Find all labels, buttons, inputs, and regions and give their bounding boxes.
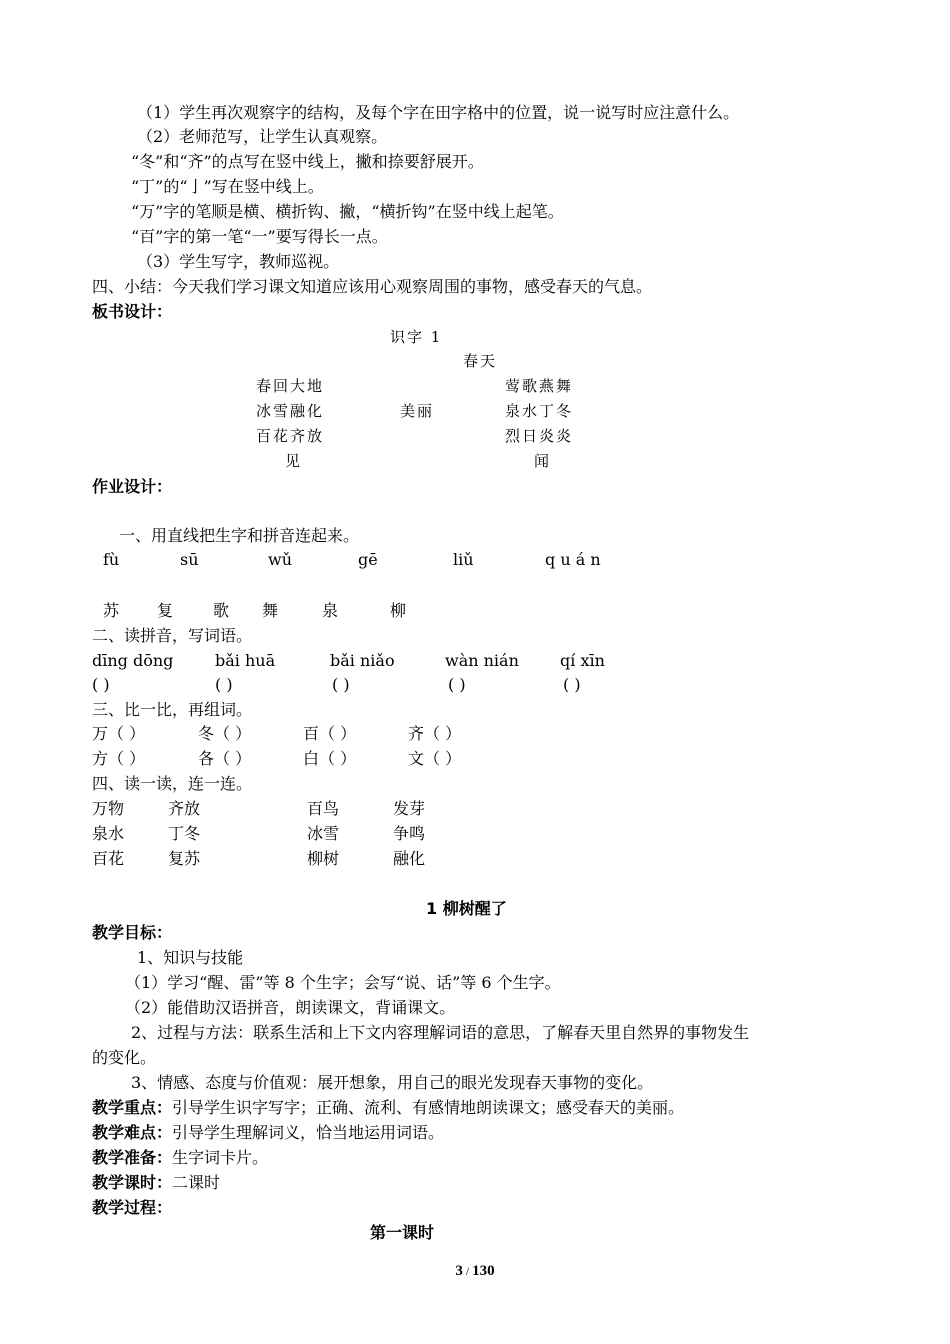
pinyin-word: dīng dōng xyxy=(92,651,174,670)
char-item: 苏 xyxy=(103,601,120,620)
instruction-line: “百”字的第一笔“一”要写得长一点。 xyxy=(131,227,388,246)
char-item: 复 xyxy=(157,601,174,620)
preparation-label: 教学准备： xyxy=(92,1148,173,1167)
question-1: 一、用直线把生字和拼音连起来。 xyxy=(119,526,360,545)
match-word: 万物 xyxy=(92,799,125,818)
match-word: 丁冬 xyxy=(168,824,201,843)
match-word: 柳树 xyxy=(307,849,340,868)
key-points xyxy=(92,1097,684,1119)
total-pages: 130 xyxy=(472,1263,495,1279)
goal-line: （2）能借助汉语拼音，朗读课文，背诵课文。 xyxy=(125,998,456,1017)
match-word: 复苏 xyxy=(168,849,201,868)
page-separator: / xyxy=(462,1264,473,1278)
goals-label: 教学目标： xyxy=(92,923,173,942)
goal-line: 2、过程与方法：联系生活和上下文内容理解词语的意思，了解春天里自然界的事物发生 xyxy=(131,1023,750,1042)
answer-blank: ( ) xyxy=(448,675,466,694)
question-4: 四、读一读，连一连。 xyxy=(92,774,253,793)
board-heading: 板书设计： xyxy=(92,302,173,321)
board-title: 识字 1 xyxy=(390,328,443,346)
goal-line: 1、知识与技能 xyxy=(137,948,244,967)
pinyin-item: q u á n xyxy=(545,550,601,569)
pinyin-word: bǎi niǎo xyxy=(330,651,395,670)
key-label: 教学重点： xyxy=(92,1098,173,1117)
current-page: 3 xyxy=(455,1263,463,1279)
match-word: 泉水 xyxy=(92,824,125,843)
match-word: 百花 xyxy=(92,849,125,868)
char-item: 泉 xyxy=(322,601,339,620)
question-2: 二、读拼音，写词语。 xyxy=(92,626,253,645)
class-hours-label: 教学课时： xyxy=(92,1173,173,1192)
board-left-item: 春回大地 xyxy=(256,377,325,395)
pinyin-item: wǔ xyxy=(268,550,292,569)
process-label: 教学过程： xyxy=(92,1198,173,1217)
board-subtitle: 春天 xyxy=(463,352,498,370)
match-word: 齐放 xyxy=(168,799,201,818)
board-right-item: 泉水丁冬 xyxy=(505,402,574,420)
match-word: 百鸟 xyxy=(307,799,340,818)
page-number xyxy=(0,1263,950,1280)
match-word: 融化 xyxy=(393,849,426,868)
goal-line: 的变化。 xyxy=(92,1048,157,1067)
instruction-line: “万”字的笔顺是横、横折钩、撇，“横折钩”在竖中线上起笔。 xyxy=(131,202,564,221)
compare-item: 齐（ ） xyxy=(408,724,462,743)
board-left-item: 见 xyxy=(285,452,303,470)
difficulty-label: 教学难点： xyxy=(92,1123,173,1142)
board-center-item: 美丽 xyxy=(400,402,435,420)
match-word: 发芽 xyxy=(393,799,426,818)
preparation-text: 生字词卡片。 xyxy=(172,1148,269,1167)
char-item: 柳 xyxy=(390,601,407,620)
summary-line: 四、小结：今天我们学习课文知道应该用心观察周围的事物，感受春天的气息。 xyxy=(92,277,653,296)
answer-blank: ( ) xyxy=(92,675,110,694)
compare-item: 万（ ） xyxy=(92,724,146,743)
pinyin-item: gē xyxy=(358,550,378,569)
pinyin-word: qí xīn xyxy=(560,651,605,670)
class-hours xyxy=(92,1172,220,1194)
board-left-item: 百花齐放 xyxy=(256,427,325,445)
homework-heading: 作业设计： xyxy=(92,477,173,496)
match-word: 争鸣 xyxy=(393,824,426,843)
compare-item: 各（ ） xyxy=(198,749,252,768)
board-right-item: 莺歌燕舞 xyxy=(505,377,574,395)
match-word: 冰雪 xyxy=(307,824,340,843)
char-item: 歌 xyxy=(213,601,230,620)
instruction-line: （2）老师范写，让学生认真观察。 xyxy=(137,127,388,146)
key-text: 引导学生识字写字；正确、流利、有感情地朗读课文；感受春天的美丽。 xyxy=(172,1098,685,1117)
board-right-item: 烈日炎炎 xyxy=(505,427,574,445)
class-hours-text: 二课时 xyxy=(172,1173,221,1192)
period-title: 第一课时 xyxy=(370,1223,435,1242)
preparation xyxy=(92,1147,268,1169)
pinyin-item: fù xyxy=(103,550,120,569)
lesson-title: 1 柳树醒了 xyxy=(426,899,507,918)
instruction-line: （3）学生写字，教师巡视。 xyxy=(137,252,340,271)
answer-blank: ( ) xyxy=(215,675,233,694)
board-right-item: 闻 xyxy=(534,452,552,470)
char-item: 舞 xyxy=(262,601,279,620)
pinyin-word: wàn nián xyxy=(445,651,519,670)
goal-line: （1）学习“醒、雷”等 8 个生字；会写“说、话”等 6 个生字。 xyxy=(125,973,561,992)
answer-blank: ( ) xyxy=(332,675,350,694)
instruction-line: “丁”的“亅”写在竖中线上。 xyxy=(131,177,324,196)
pinyin-item: sū xyxy=(180,550,199,569)
compare-item: 百（ ） xyxy=(303,724,357,743)
answer-blank: ( ) xyxy=(563,675,581,694)
instruction-line: “冬”和“齐”的点写在竖中线上，撇和捺要舒展开。 xyxy=(131,152,484,171)
instruction-line: （1）学生再次观察字的结构，及每个字在田字格中的位置，说一说写时应注意什么。 xyxy=(137,103,740,122)
question-3: 三、比一比，再组词。 xyxy=(92,700,253,719)
pinyin-word: bǎi huā xyxy=(215,651,276,670)
compare-item: 白（ ） xyxy=(303,749,357,768)
difficulty-text: 引导学生理解词义，恰当地运用词语。 xyxy=(172,1123,445,1142)
compare-item: 方（ ） xyxy=(92,749,146,768)
compare-item: 冬（ ） xyxy=(198,724,252,743)
goal-line: 3、情感、态度与价值观：展开想象，用自己的眼光发现春天事物的变化。 xyxy=(131,1073,654,1092)
compare-item: 文（ ） xyxy=(408,749,462,768)
difficulties xyxy=(92,1122,444,1144)
board-left-item: 冰雪融化 xyxy=(256,402,325,420)
pinyin-item: liǔ xyxy=(453,550,474,569)
